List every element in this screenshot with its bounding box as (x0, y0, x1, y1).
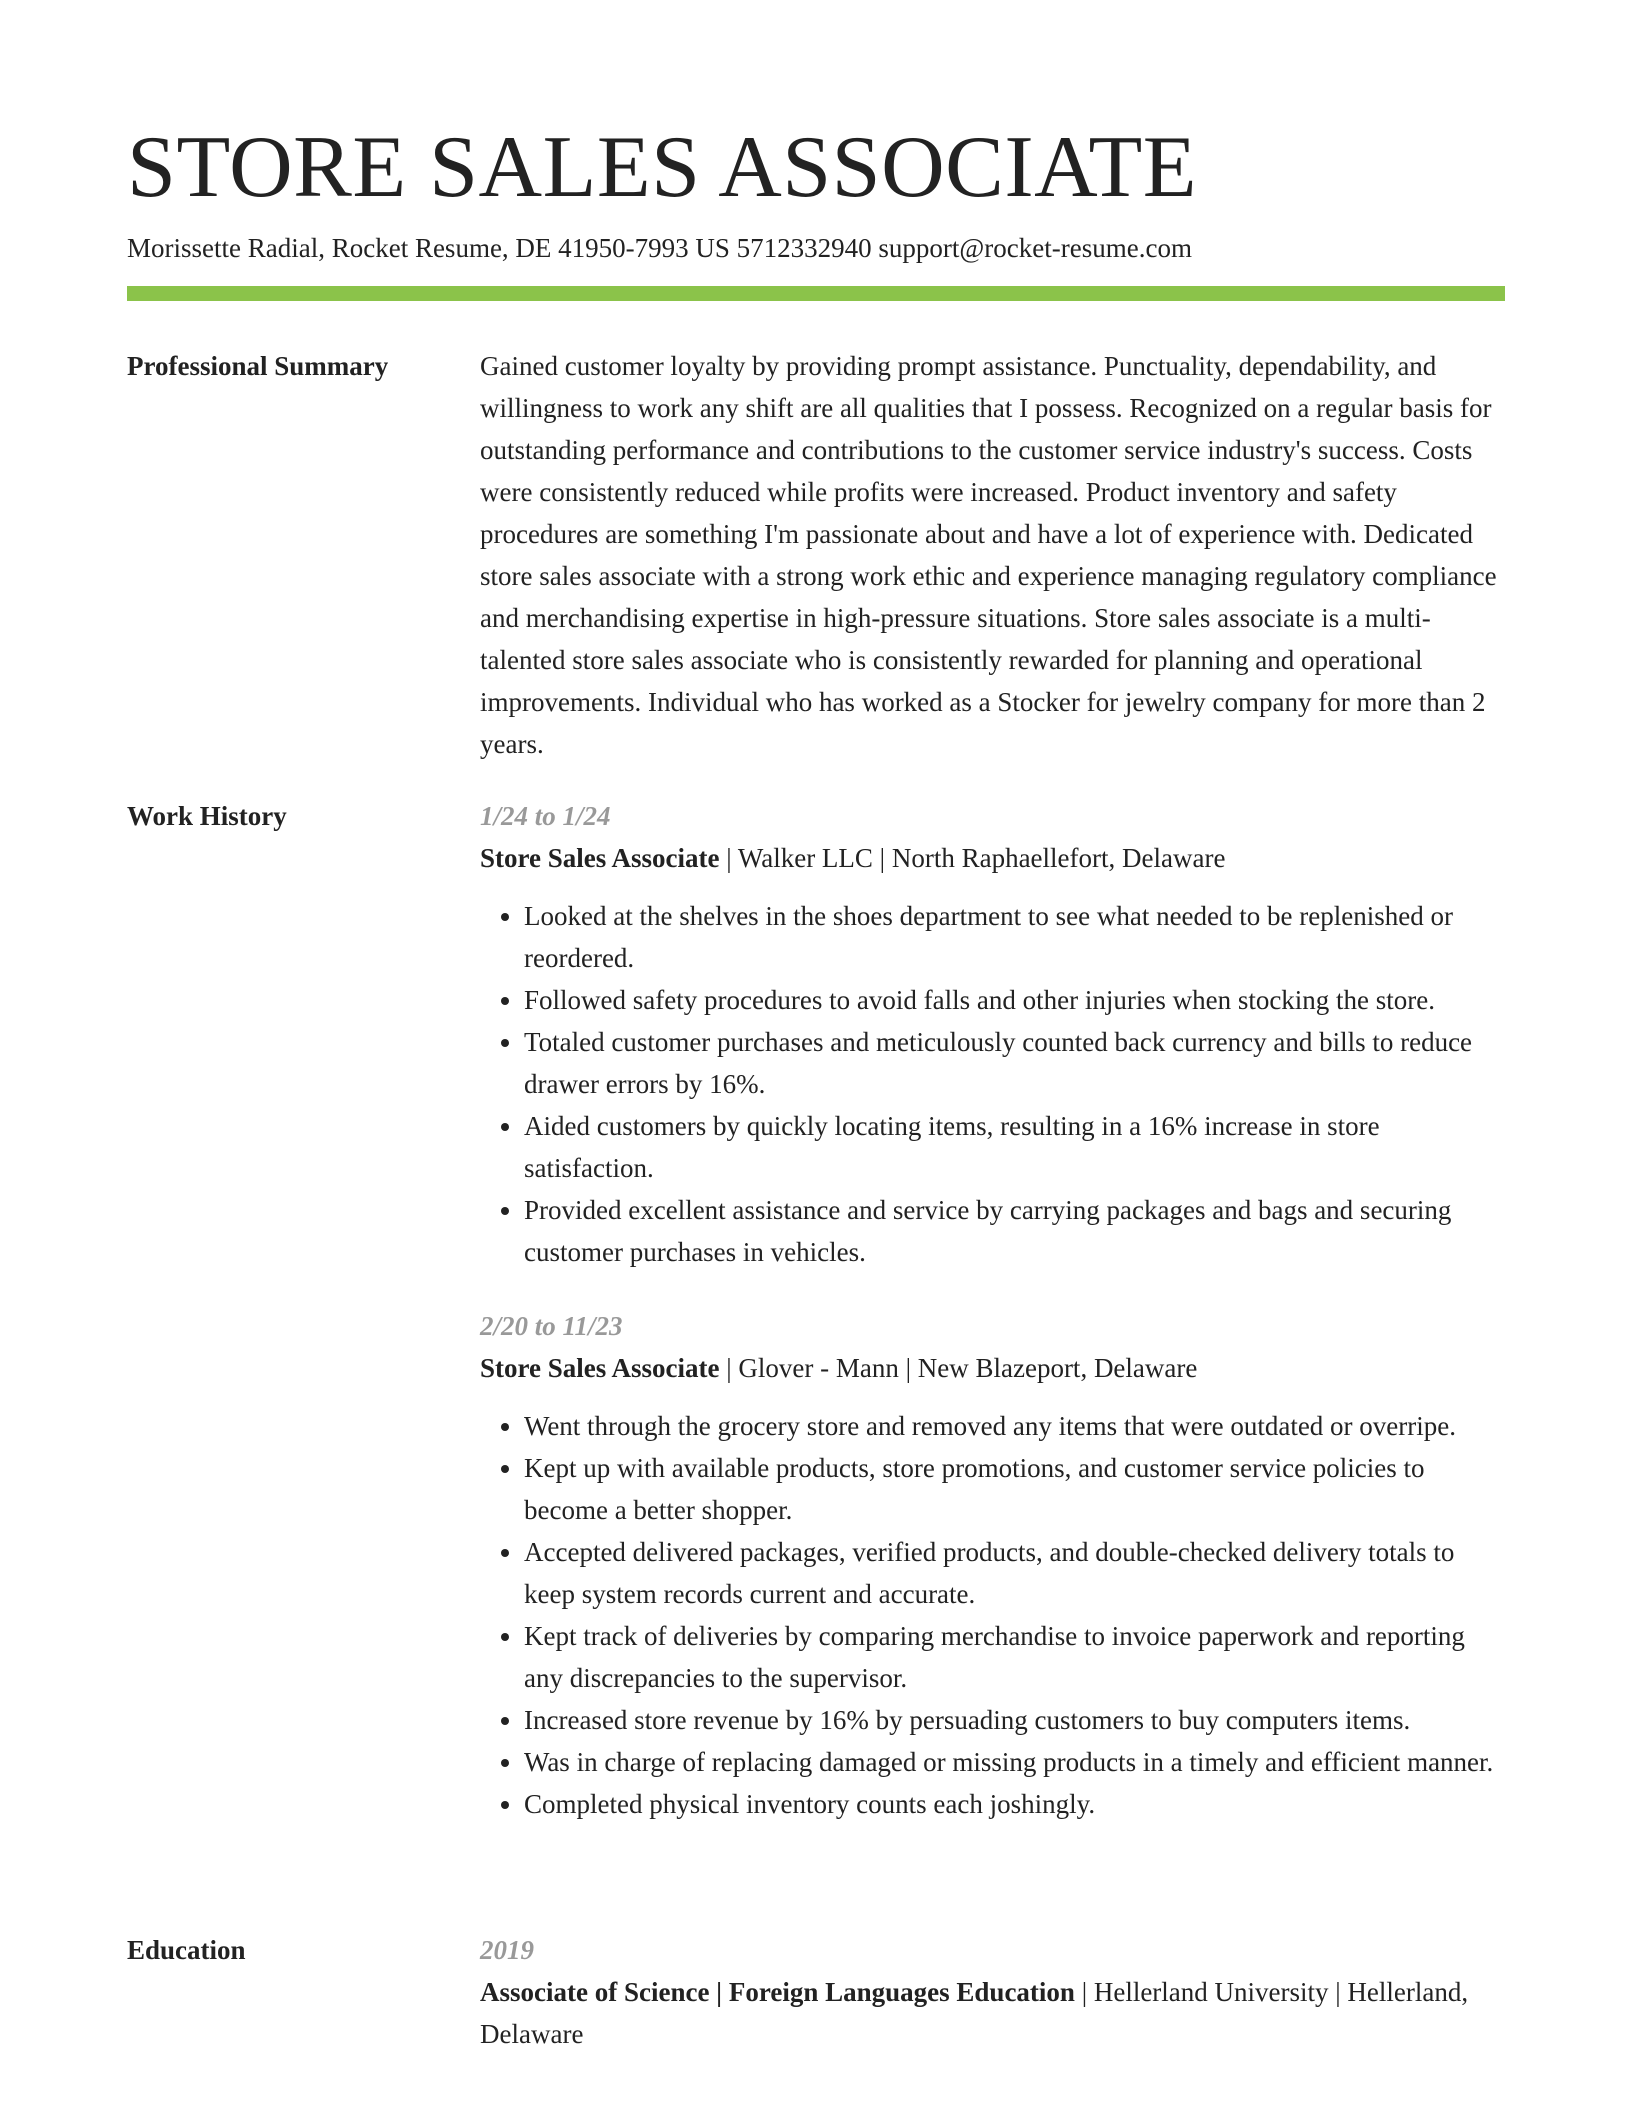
summary-text: Gained customer loyalty by providing prompt assistance. Punctuality, dependability, and willingness to work any shift are all qualities that I possess. Recognized on a regular basis for outstanding performance and contributions to the customer service industry's success. Costs were consistently reduced while profits were increased. Product inventory and safety procedures are something I'm passionate about and have a lot of experience with. Dedicated store sales associate with a strong work ethic and experience managing regulatory compliance and merchandising expertise in high-pressure situations. Store sales associate is a multi-talented store sales associate who is consistently rewarded for planning and operational improvements. Individual who has worked as a Stocker for jewelry company for more than 2 years. (480, 351, 1497, 759)
job-bullets (480, 1405, 1505, 1825)
job-employer-location: | Glover - Mann | New Blazeport, Delaware (719, 1353, 1198, 1383)
job-bullet: • Kept up with available products, store promotions, and customer service policies to become a better shopper. (524, 1447, 1505, 1531)
job-entry (480, 795, 1505, 1273)
education-heading: Education (127, 1935, 246, 1965)
job-bullet: • Looked at the shelves in the shoes department to see what needed to be replenished or reordered. (524, 895, 1505, 979)
job-bullet: • Followed safety procedures to avoid falls and other injuries when stocking the store. (524, 979, 1505, 1021)
contact-line: Morissette Radial, Rocket Resume, DE 41950-7993 US 5712332940 support@rocket-resume.com (127, 233, 1192, 263)
accent-divider (127, 286, 1505, 301)
job-bullet: • Kept track of deliveries by comparing merchandise to invoice paperwork and reporting any discrepancies to the supervisor. (524, 1615, 1505, 1699)
job-bullet: • Aided customers by quickly locating items, resulting in a 16% increase in store satisfaction. (524, 1105, 1505, 1189)
job-bullet: • Went through the grocery store and removed any items that were outdated or overripe. (524, 1405, 1505, 1447)
education-section (127, 1929, 1505, 2055)
summary-section (127, 345, 1505, 765)
resume-title: STORE SALES ASSOCIATE (127, 119, 1197, 216)
education-degree: Associate of Science | Foreign Languages Education (480, 1977, 1075, 2007)
job-bullet: • Accepted delivered packages, verified products, and double-checked delivery totals to keep system records current and accurate. (524, 1531, 1505, 1615)
summary-heading: Professional Summary (127, 351, 389, 381)
job-bullets (480, 895, 1505, 1273)
job-bullet: • Was in charge of replacing damaged or missing products in a timely and efficient manner. (524, 1741, 1505, 1783)
work-history-section (127, 795, 1505, 1857)
job-role: Store Sales Associate (480, 843, 720, 873)
work-history-body (480, 795, 1505, 1857)
job-employer-location: | Walker LLC | North Raphaellefort, Delaware (719, 843, 1226, 873)
job-dates: 1/24 to 1/24 (480, 801, 611, 831)
education-year: 2019 (480, 1935, 534, 1965)
summary-body (480, 345, 1505, 765)
job-role-line (480, 1347, 1505, 1389)
job-role-line (480, 837, 1505, 879)
job-role: Store Sales Associate (480, 1353, 720, 1383)
education-degree-line (480, 1971, 1505, 2055)
job-entry (480, 1305, 1505, 1825)
education-school-location: | Hellerland University | Hellerland, Delaware (480, 1977, 1469, 2049)
education-body (480, 1929, 1505, 2055)
work-history-heading: Work History (127, 801, 287, 831)
job-bullet: • Totaled customer purchases and meticulously counted back currency and bills to reduce drawer errors by 16%. (524, 1021, 1505, 1105)
job-bullet: • Provided excellent assistance and service by carrying packages and bags and securing customer purchases in vehicles. (524, 1189, 1505, 1273)
job-bullet: • Increased store revenue by 16% by persuading customers to buy computers items. (524, 1699, 1505, 1741)
job-bullet: • Completed physical inventory counts each joshingly. (524, 1783, 1505, 1825)
job-dates: 2/20 to 11/23 (480, 1311, 623, 1341)
